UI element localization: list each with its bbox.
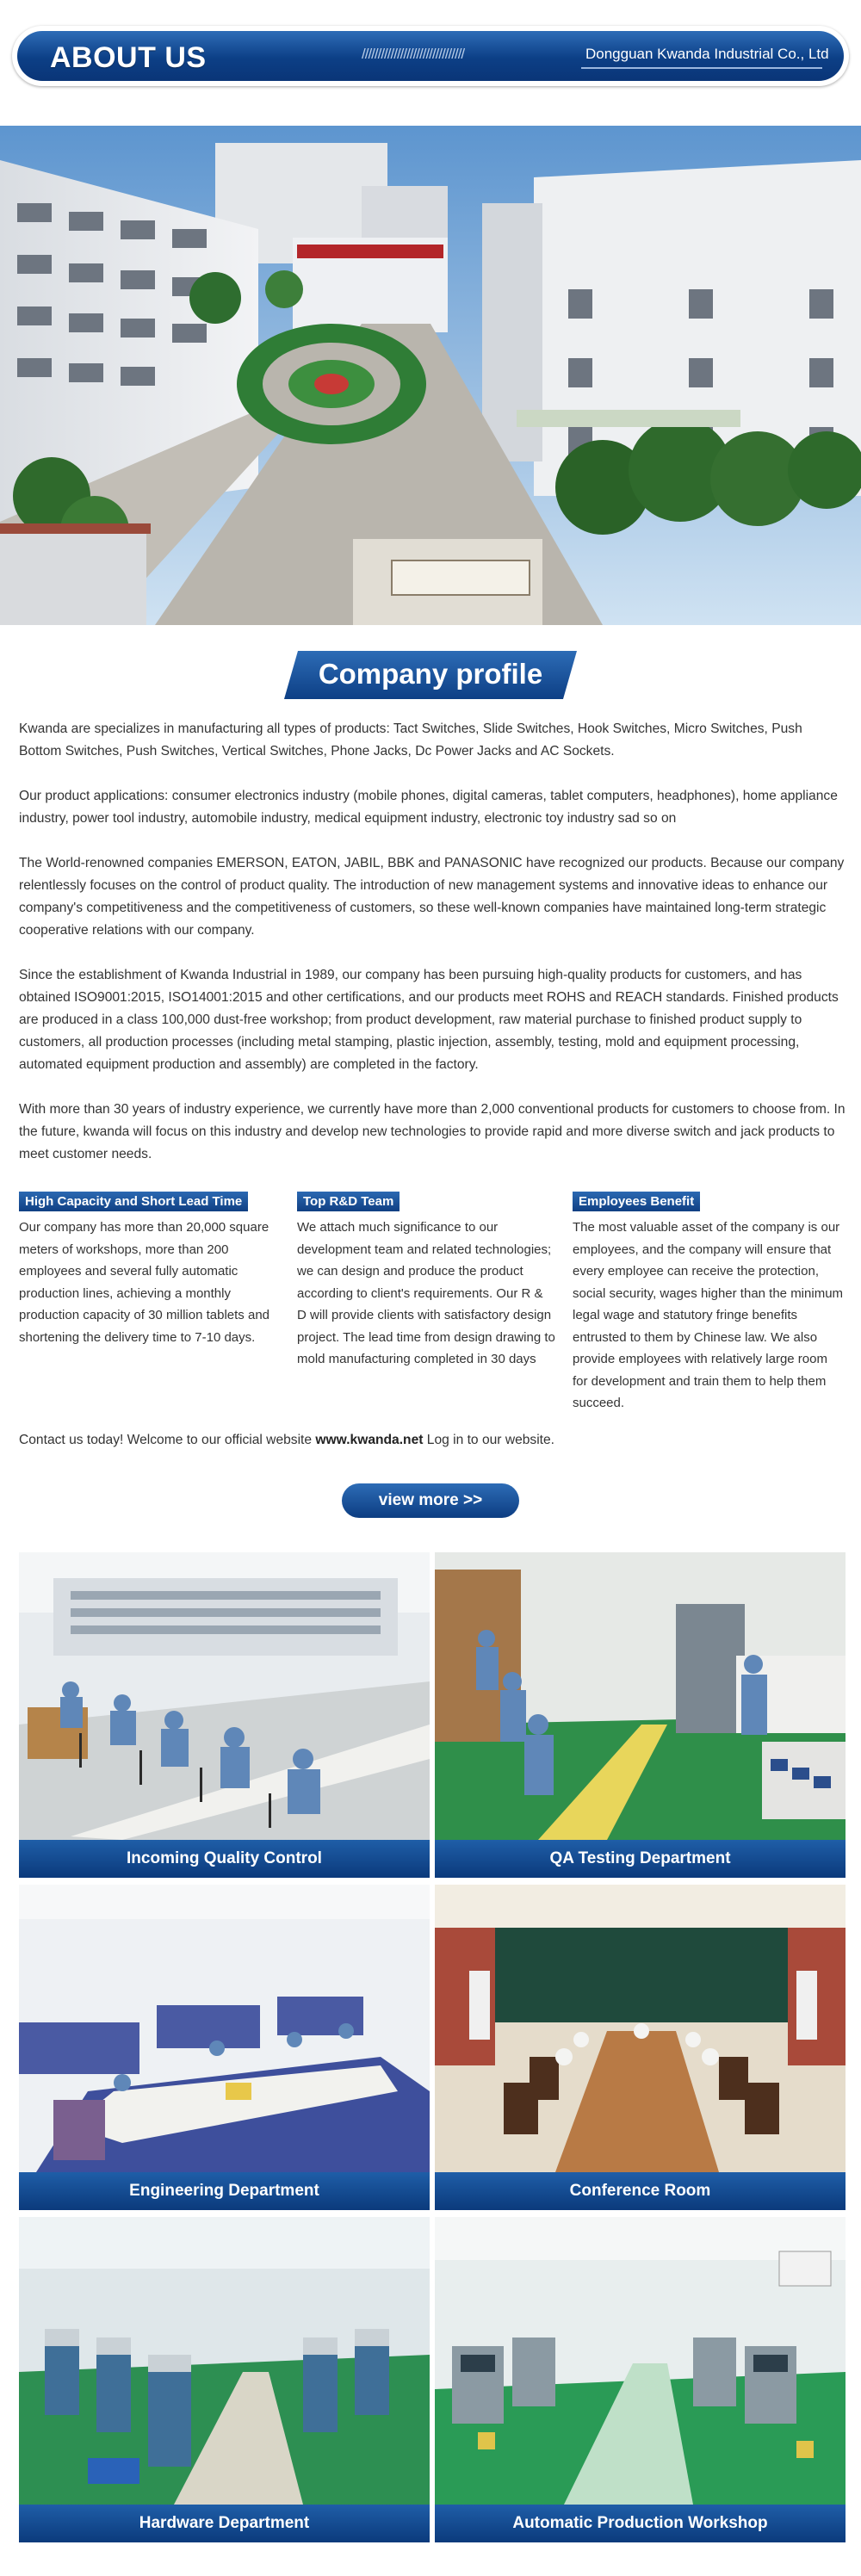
profile-paragraph-products: Kwanda are specializes in manufacturing all types of products: Tact Switches, Slide Switches, Hook Switches, Micro Switches, Push Bottom Switches, Push Switches, Vertical Switches, Phone Jacks, Dc Power Jacks and AC Sockets. (19, 721, 802, 759)
factory-photo (0, 126, 861, 625)
feature-capacity (19, 1192, 277, 1348)
gallery-caption: Incoming Quality Control (19, 1840, 430, 1878)
gallery-caption: QA Testing Department (435, 1840, 846, 1878)
feature-text: Our company has more than 20,000 square meters of workshops, more than 200 employees and several fully automatic production lines, achieving a monthly production capacity of 30 million tablets and shortening the delivery time to 7-10 days. (19, 1220, 270, 1345)
gallery-photo (435, 1552, 846, 1840)
profile-paragraph-customers: The World-renowned companies EMERSON, EATON, JABIL, BBK and PANASONIC have recognized our products. Because our company relentlessly focuses on the control of product quality. The introduction of new management systems and innovative ideas to enhance our company's competitiveness and the competitiveness of customers, so these well-known companies have maintained long-term strategic cooperative relations with our company. (19, 856, 845, 938)
contact-line (19, 1433, 554, 1448)
gallery-photo (435, 1885, 846, 2172)
about-us-banner (12, 26, 849, 86)
factory-illustration (0, 126, 861, 625)
feature-columns (19, 1192, 846, 1441)
section-title: Company profile (318, 658, 543, 690)
page-title: ABOUT US (50, 41, 207, 74)
website-link[interactable]: www.kwanda.net (315, 1433, 424, 1447)
gallery-tile-conference-room[interactable] (435, 1885, 846, 2210)
feature-text: We attach much significance to our development team and related technologies; we can design and produce the product according to client's requirements. Our R & D will provide clients with satisfactory design project. The lead time from design drawing to mold manufacturing completed in 30 days (297, 1220, 555, 1366)
view-more-button[interactable]: view more >> (342, 1483, 519, 1518)
feature-employees (573, 1192, 846, 1415)
profile-paragraph-history: Since the establishment of Kwanda Industrial in 1989, our company has been pursuing high-quality products for customers, and has obtained ISO9001:2015, ISO14001:2015 and other certifications, and our products meet ROHS and REACH standards. Finished products are produced in a class 100,000 dust-free workshop; from product development, raw material purchase to finished product supply to customers, all production processes (including metal stamping, plastic injection, assembly, testing, mold and equipment processing, automated equipment production and assembly) are completed in the factory. (19, 968, 839, 1072)
company-profile-heading (284, 651, 577, 699)
gallery-tile-automatic-production[interactable] (435, 2217, 846, 2542)
contact-text: Contact us today! Welcome to our official website (19, 1433, 316, 1447)
profile-paragraph-experience: With more than 30 years of industry experience, we currently have more than 2,000 conventional products for customers to choose from. In the future, kwanda will focus on this industry and develop new technologies to provide rapid and more diverse switch and jack products to meet customer needs. (19, 1102, 846, 1161)
gallery-caption: Hardware Department (19, 2505, 430, 2542)
company-name-underline (581, 67, 822, 69)
gallery-photo (19, 1885, 430, 2172)
gallery-tile-hardware[interactable] (19, 2217, 430, 2542)
gallery-photo (19, 2217, 430, 2505)
contact-text-end: Log in to our website. (423, 1433, 555, 1447)
feature-text: The most valuable asset of the company is our employees, and the company will ensure that every employee can receive the protection, social security, wages higher than the minimum legal wage and statutory fringe benefits entrusted to them by Chinese law. We also provide employees with relatively large room for development and train them to help them succeed. (573, 1220, 844, 1410)
gallery-caption: Automatic Production Workshop (435, 2505, 846, 2542)
gallery-photo (435, 2217, 846, 2505)
company-profile-text (19, 718, 846, 1188)
feature-rnd (297, 1192, 555, 1371)
gallery-caption: Engineering Department (19, 2172, 430, 2210)
feature-title: High Capacity and Short Lead Time (19, 1192, 248, 1211)
banner-background (17, 31, 844, 81)
gallery-tile-incoming-quality-control[interactable] (19, 1552, 430, 1878)
feature-title: Top R&D Team (297, 1192, 400, 1211)
gallery-caption: Conference Room (435, 2172, 846, 2210)
profile-paragraph-applications: Our product applications: consumer electronics industry (mobile phones, digital cameras, tablet computers, headphones), home appliance industry, power tool industry, automobile industry, medical equipment industry, electronic toy industry sad so on (19, 789, 838, 826)
feature-title: Employees Benefit (573, 1192, 700, 1211)
gallery-tile-engineering[interactable] (19, 1885, 430, 2210)
gallery-tile-qa-testing[interactable] (435, 1552, 846, 1878)
banner-decoration: //////////////////////////////// (362, 46, 465, 62)
company-name: Dongguan Kwanda Industrial Co., Ltd (585, 46, 829, 62)
gallery-photo (19, 1552, 430, 1840)
